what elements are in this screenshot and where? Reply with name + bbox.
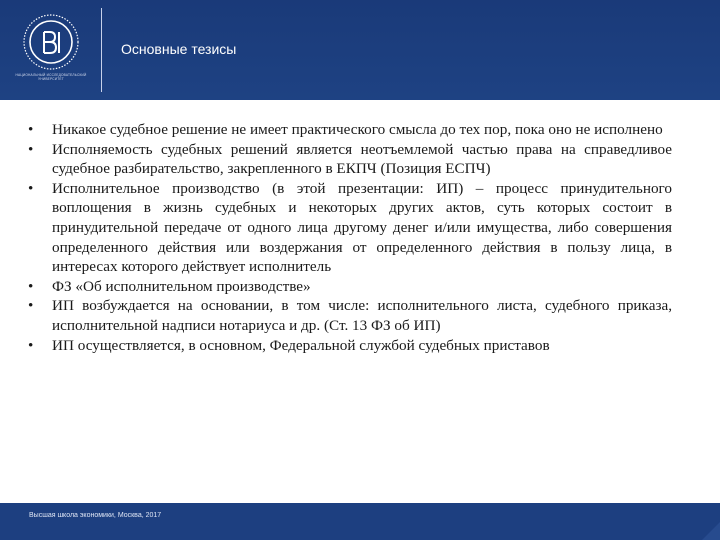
- bullet-dot: •: [28, 121, 34, 138]
- bullet-text: Исполняемость судебных решений является неотъемлемой частью права на справедливое судебное разбирательство, закрепленного в ЕКПЧ (Позиция ЕСПЧ): [52, 140, 672, 178]
- bullet-text: Исполнительное производство (в этой презентации: ИП) – процесс принудительного воплощения в жизнь судебных и некоторых других актов, суть которых состоит в принудительной передаче от одного лица другому денег и/или имущества, либо совершения определенного действия или воздержания от определенного действия в пользу лица, в интересах которого действует исполнитель: [52, 179, 672, 276]
- slide-header: [0, 0, 720, 100]
- bullet-dot: •: [28, 179, 34, 197]
- bullet-item: [26, 277, 672, 297]
- bullet-dot: •: [28, 336, 34, 354]
- hse-logo-icon: [14, 10, 88, 80]
- slide-title: Основные тезисы: [121, 41, 237, 57]
- bullet-item: [26, 120, 672, 140]
- header-divider: [101, 8, 102, 92]
- logo-caption: НАЦИОНАЛЬНЫЙ ИССЛЕДОВАТЕЛЬСКИЙ УНИВЕРСИТЕТ: [15, 73, 87, 81]
- bullet-item: [26, 296, 672, 335]
- bullet-dot: •: [28, 277, 34, 295]
- bullet-dot: •: [28, 297, 34, 315]
- bullet-dot: •: [28, 140, 34, 158]
- bullet-item: [26, 140, 672, 179]
- bullet-text: Никакое судебное решение не имеет практического смысла до тех пор, пока оно не исполнено: [52, 121, 663, 138]
- bullet-text: ФЗ «Об исполнительном производстве»: [52, 277, 311, 295]
- bullet-text: ИП возбуждается на основании, в том числе: исполнительного листа, судебного приказа, исполнительной надписи нотариуса и др. (Ст. 13 ФЗ об ИП): [52, 297, 672, 334]
- slide-content: [26, 120, 672, 355]
- corner-fold: [702, 522, 720, 540]
- bullet-item: [26, 336, 672, 356]
- slide-footer: [0, 503, 720, 540]
- bullet-list: [26, 120, 672, 355]
- bullet-item: [26, 179, 672, 277]
- bullet-text: ИП осуществляется, в основном, Федеральной службой судебных приставов: [52, 336, 550, 354]
- footer-text: Высшая школа экономики, Москва, 2017: [29, 512, 162, 519]
